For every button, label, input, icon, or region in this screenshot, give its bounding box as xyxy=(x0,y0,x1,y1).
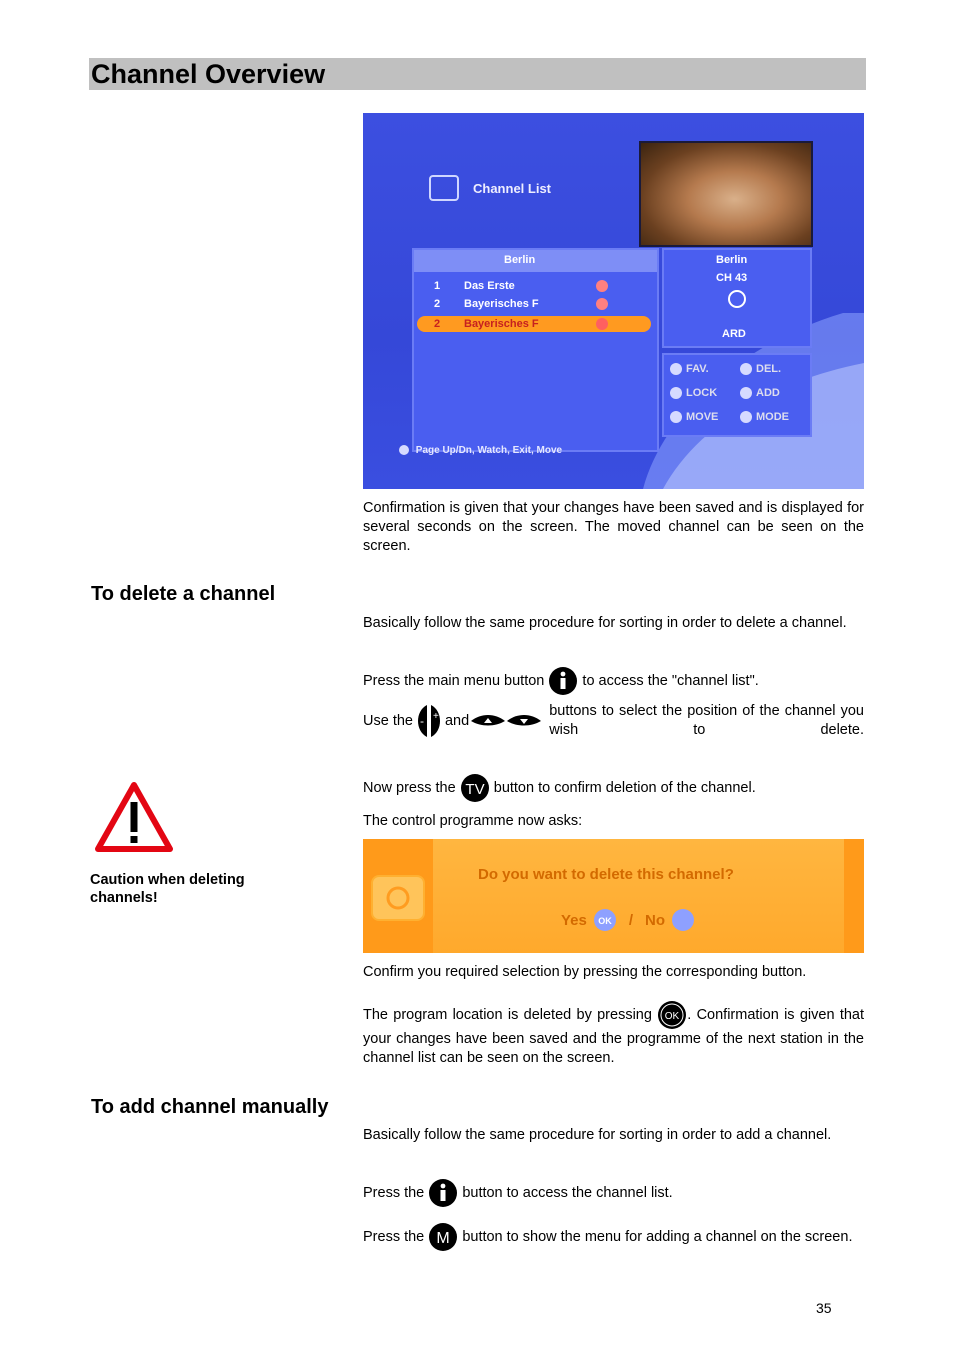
delete-p4-after: button to confirm deletion of the channel. xyxy=(493,779,756,796)
up-down-arrow-icon xyxy=(469,713,543,729)
lock-icon xyxy=(596,318,608,330)
channel-list-panel xyxy=(412,248,659,452)
key-icon xyxy=(399,445,409,455)
dialog-icon-box xyxy=(371,875,425,921)
delete-p3 xyxy=(363,702,864,740)
svg-text:OK: OK xyxy=(665,1011,680,1022)
mode-button[interactable] xyxy=(740,411,789,423)
no-option[interactable]: No xyxy=(645,911,666,929)
move-label: MOVE xyxy=(686,411,719,423)
ok-button-icon xyxy=(657,1000,687,1030)
delete-p3-and: and xyxy=(444,712,470,729)
delete-p1: Basically follow the same procedure for sorting in order to delete a channel. xyxy=(363,615,847,631)
add-p2-before: Press the xyxy=(363,1184,425,1201)
add-label: ADD xyxy=(756,387,780,399)
m-button-icon xyxy=(428,1222,458,1252)
del-label: DEL. xyxy=(756,363,782,375)
lock-icon xyxy=(596,280,608,292)
info-button-icon xyxy=(548,666,578,696)
add-button[interactable] xyxy=(740,387,780,399)
channel-name: Bayerisches F xyxy=(464,298,539,310)
tv-button-icon xyxy=(460,773,490,803)
lock-icon xyxy=(596,298,608,310)
fav-button[interactable] xyxy=(670,363,709,375)
channel-info-panel xyxy=(662,248,812,348)
add-p3 xyxy=(363,1222,864,1252)
ok-key-icon xyxy=(593,908,617,932)
channel-number: 2 xyxy=(434,298,441,310)
svg-text:OK: OK xyxy=(598,916,612,926)
move-button[interactable] xyxy=(670,411,718,423)
page-number: 35 xyxy=(816,1300,832,1316)
key-icon xyxy=(740,411,752,423)
svg-text:-: - xyxy=(419,714,424,728)
tv-help-text: Page Up/Dn, Watch, Exit, Move xyxy=(415,445,563,456)
dialog-right-band xyxy=(844,839,864,953)
delete-p2 xyxy=(363,666,864,696)
add-p3-after: button to show the menu for adding a channel on the screen. xyxy=(462,1228,853,1245)
volume-left-right-icon xyxy=(413,703,445,739)
delete-confirm-dialog-screenshot xyxy=(363,839,864,953)
delete-p7 xyxy=(363,1000,864,1068)
channel-list-header xyxy=(414,250,657,272)
warning-triangle-icon xyxy=(95,782,173,852)
add-p3-before: Press the xyxy=(363,1228,425,1245)
yes-option[interactable]: Yes xyxy=(561,911,587,929)
channel-number: 2 xyxy=(434,318,441,330)
svg-text:M: M xyxy=(436,1230,450,1247)
info-button-icon xyxy=(428,1178,458,1208)
lock-button[interactable] xyxy=(670,387,717,399)
info-provider: ARD xyxy=(722,328,746,340)
add-p2 xyxy=(363,1178,864,1208)
delete-p6: Confirm you required selection by pressing the corresponding button. xyxy=(363,964,807,980)
tv-preview-image xyxy=(639,141,813,247)
mode-label: MODE xyxy=(756,411,789,423)
tv-menu-title: Channel List xyxy=(473,181,552,196)
key-icon xyxy=(670,363,682,375)
page-title: Channel Overview xyxy=(91,59,326,89)
delete-p4 xyxy=(363,773,864,803)
tv-icon xyxy=(429,175,459,201)
channel-name: Das Erste xyxy=(464,280,515,292)
confirmation-paragraph: Confirmation is given that your changes have been saved and is displayed for several seconds on the screen. The moved channel can be seen on the screen. xyxy=(363,500,864,554)
info-city: Berlin xyxy=(716,254,748,266)
channel-row[interactable] xyxy=(434,298,539,310)
delete-p2-before: Press the main menu button xyxy=(363,672,545,689)
key-icon xyxy=(740,387,752,399)
refresh-icon xyxy=(373,877,423,919)
lock-label: LOCK xyxy=(686,387,718,399)
delete-p3-use: Use the xyxy=(363,712,413,729)
tv-help-bar xyxy=(399,445,562,456)
delete-p3-after: buttons to select the position of the channel you wish to delete. xyxy=(549,703,864,738)
dialog-options: Yes OK / No xyxy=(561,908,695,932)
delete-p7-before: The program location is deleted by pressing xyxy=(363,1006,652,1023)
info-channel: CH 43 xyxy=(716,272,748,284)
tv-screenshot xyxy=(363,113,864,489)
channel-name: Bayerisches F xyxy=(464,318,539,330)
exit-key-icon xyxy=(671,908,695,932)
channel-list-header-label: Berlin xyxy=(504,254,536,266)
delete-p7-after: . Confirmation is given that your changes have been saved and the programme of the next station in the channel list can be seen on the screen. xyxy=(363,1006,865,1066)
section-heading-delete: To delete a channel xyxy=(91,583,276,605)
section-heading-add: To add channel manually xyxy=(91,1096,329,1118)
title-bar xyxy=(89,58,866,90)
caution-note: Caution when deleting channels! xyxy=(90,872,245,906)
del-button[interactable] xyxy=(740,363,781,375)
add-p2-after: button to access the channel list. xyxy=(462,1184,673,1201)
key-icon xyxy=(670,411,682,423)
key-icon xyxy=(670,387,682,399)
channel-number: 1 xyxy=(434,280,441,292)
svg-text:TV: TV xyxy=(465,781,485,798)
function-buttons-panel xyxy=(662,353,812,437)
key-icon xyxy=(740,363,752,375)
delete-p2-after: to access the "channel list". xyxy=(582,672,759,689)
fav-label: FAV. xyxy=(686,363,709,375)
channel-row-selected[interactable] xyxy=(434,318,539,330)
add-p1: Basically follow the same procedure for sorting in order to add a channel. xyxy=(363,1127,832,1143)
signal-icon xyxy=(728,290,746,308)
channel-row[interactable] xyxy=(434,280,515,292)
delete-p5: The control programme now asks: xyxy=(363,813,583,829)
svg-text:+: + xyxy=(432,711,439,722)
dialog-question: Do you want to delete this channel? xyxy=(478,866,734,883)
delete-p4-before: Now press the xyxy=(363,779,456,796)
